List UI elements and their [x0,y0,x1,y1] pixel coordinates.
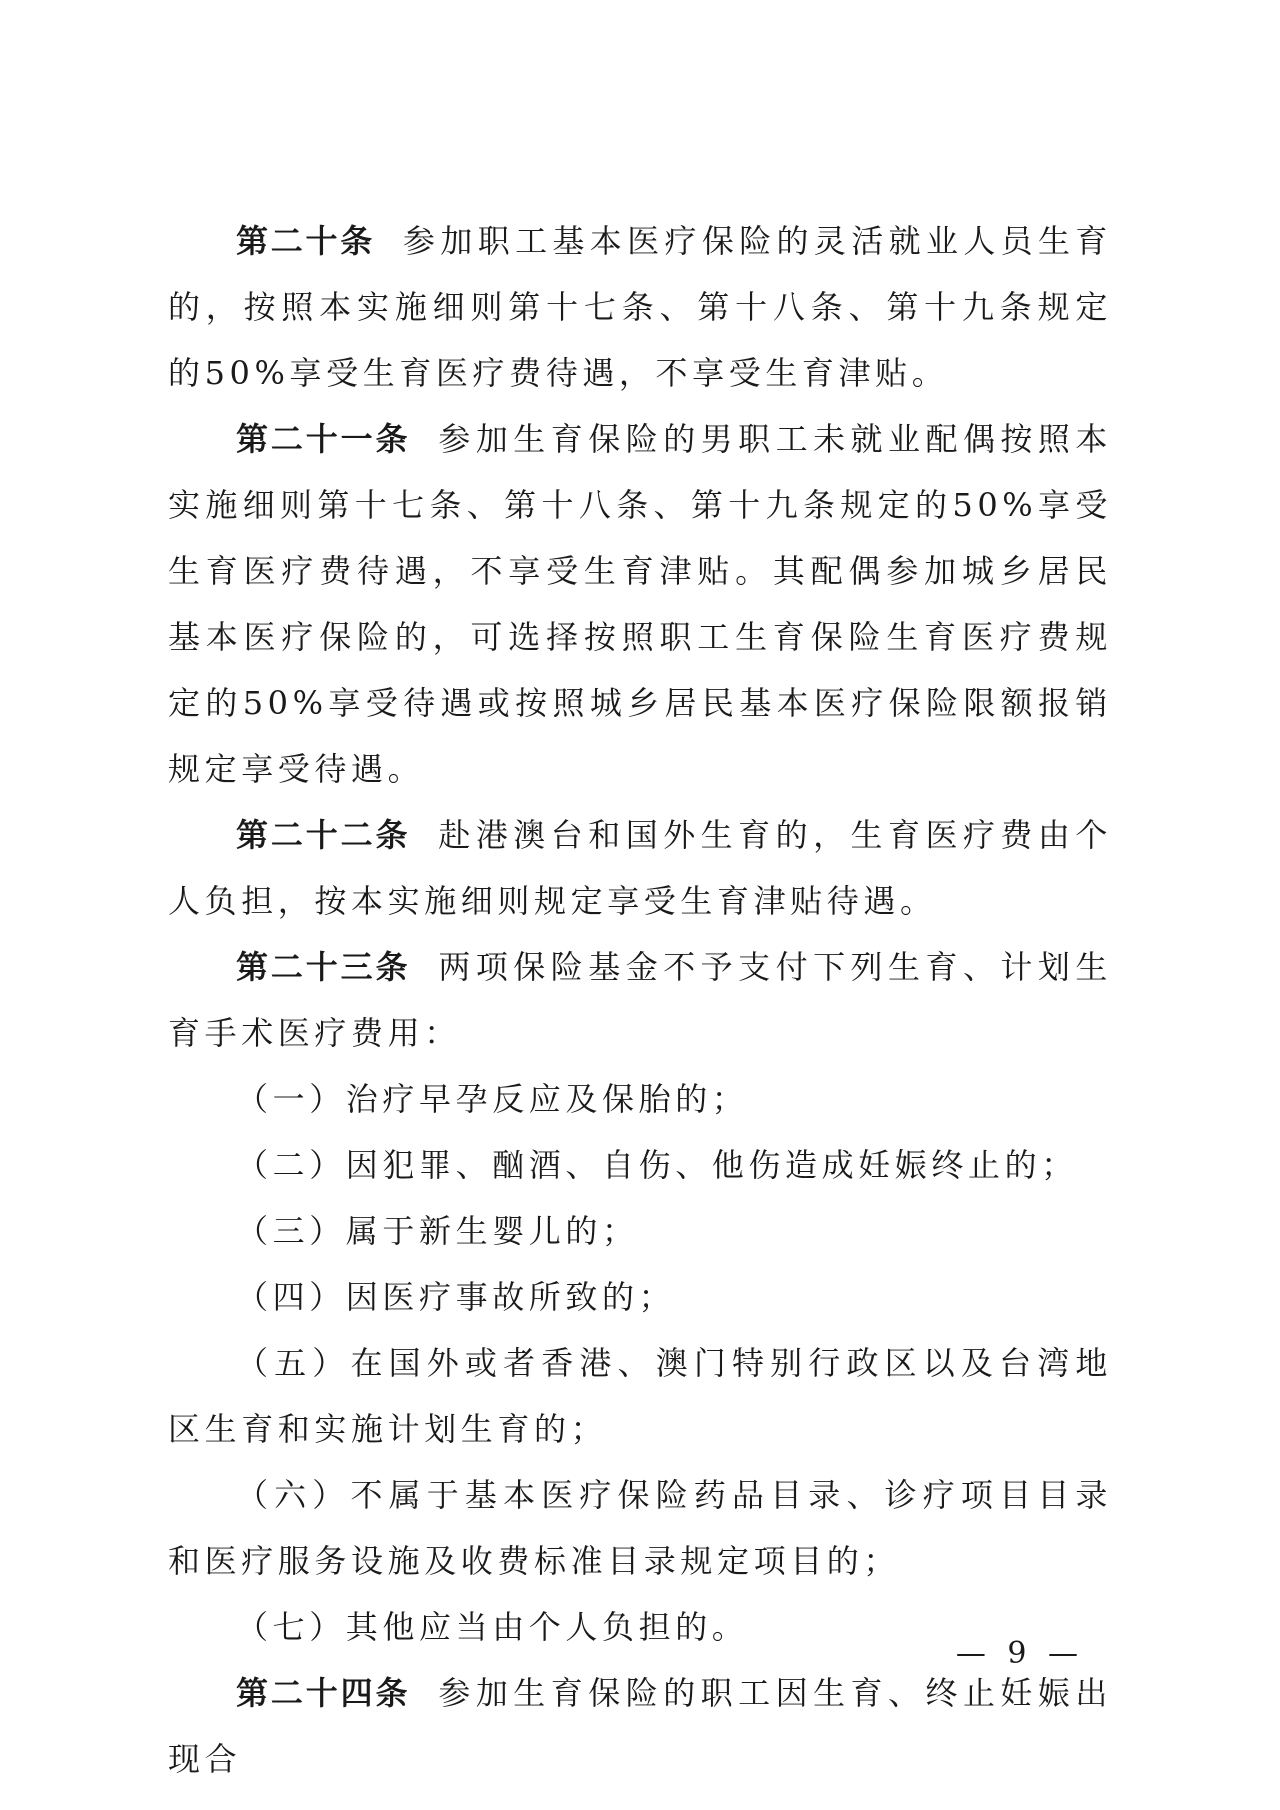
article-text: 两项保险基金不予支付下列生育、计划生育手术医疗费用： [168,948,1112,1052]
article-text: 参加生育保险的男职工未就业配偶按照本实施细则第十七条、第十八条、第十九条规定的50%享受生育医疗费待遇，不享受生育津贴。其配偶参加城乡居民基本医疗保险的，可选择按照职工生育保险生育医疗费规定的50%享受待遇或按照城乡居民基本医疗保险限额报销规定享受待遇。 [168,420,1112,788]
article-label: 第二十条 [236,222,376,260]
article-24 [168,1660,1112,1792]
list-item: （七）其他应当由个人负担的。 [236,1608,749,1646]
article-label: 第二十四条 [236,1674,411,1712]
article-label: 第二十一条 [236,420,411,458]
list-item: （一）治疗早孕反应及保胎的； [236,1080,749,1118]
article-text: 参加职工基本医疗保险的灵活就业人员生育的，按照本实施细则第十七条、第十八条、第十九条规定的50%享受生育医疗费待遇，不享受生育津贴。 [168,222,1112,392]
page-number: — 9 — [955,1636,1084,1671]
article-23 [168,934,1112,1066]
document-body [168,208,1112,1792]
article-22 [168,802,1112,934]
article-label: 第二十二条 [236,816,411,854]
article-21 [168,406,1112,802]
article-label: 第二十三条 [236,948,411,986]
list-item: （五）在国外或者香港、澳门特别行政区以及台湾地区生育和实施计划生育的； [168,1344,1112,1448]
list-item: （四）因医疗事故所致的； [236,1278,676,1316]
article-text: 赴港澳台和国外生育的，生育医疗费由个人负担，按本实施细则规定享受生育津贴待遇。 [168,816,1112,920]
list-item: （二）因犯罪、酗酒、自伤、他伤造成妊娠终止的； [236,1146,1078,1184]
article-20 [168,208,1112,406]
article-text: 参加生育保险的职工因生育、终止妊娠出现合 [168,1674,1112,1778]
list-item: （三）属于新生婴儿的； [236,1212,639,1250]
list-item: （六）不属于基本医疗保险药品目录、诊疗项目目录和医疗服务设施及收费标准目录规定项目的； [168,1476,1112,1580]
